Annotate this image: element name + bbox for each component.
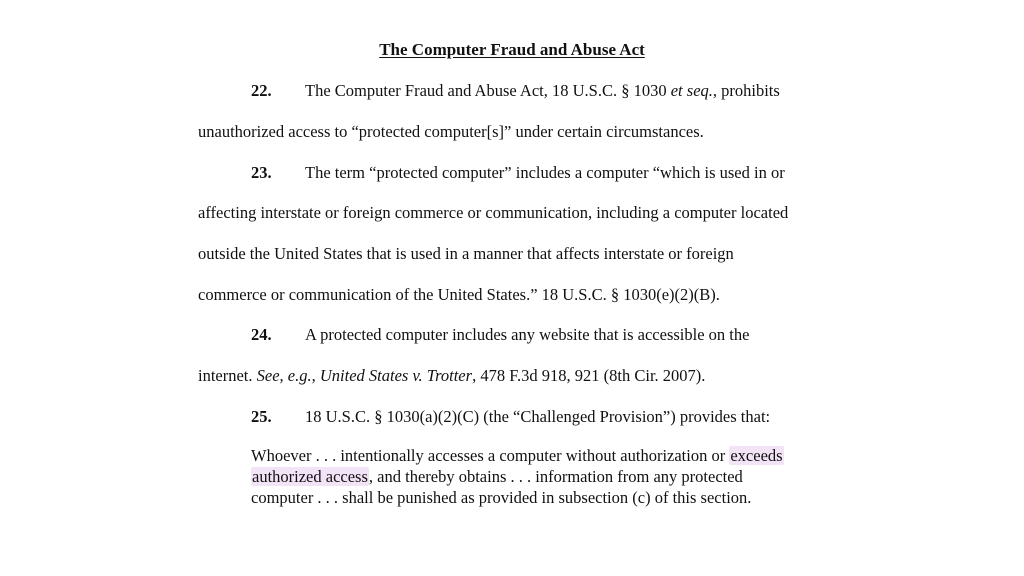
paragraph-number-22: 22.: [251, 81, 272, 100]
paragraph-24-line-2: [198, 366, 705, 386]
paragraph-24-text: internet.: [198, 366, 257, 385]
paragraph-23-line-3: outside the United States that is used in a manner that affects interstate or foreign: [198, 244, 734, 263]
paragraph-22-text: The Computer Fraud and Abuse Act, 18 U.S.C. § 1030: [305, 81, 671, 100]
paragraph-23-line-2: affecting interstate or foreign commerce or communication, including a computer located: [198, 203, 789, 222]
paragraph-number-25: 25.: [251, 407, 272, 426]
quote-text: Whoever . . . intentionally accesses a computer without authorization or: [251, 446, 730, 465]
paragraph-24-comma: ,: [311, 366, 320, 385]
block-quote-line-1: [251, 446, 784, 466]
citation-signal: See, e.g.: [256, 366, 312, 385]
paragraph-22-text-end: , prohibits: [712, 81, 780, 100]
highlighted-text: authorized access: [252, 467, 368, 486]
case-name: United States v. Trotter: [319, 366, 473, 385]
case-citation: , 478 F.3d 918, 921 (8th Cir. 2007).: [472, 366, 706, 385]
paragraph-22-line-1: [305, 81, 780, 101]
block-quote-line-3: computer . . . shall be punished as provided in subsection (c) of this section.: [251, 488, 752, 507]
paragraph-24-line-1: A protected computer includes any website that is accessible on the: [305, 325, 750, 344]
paragraph-22-italic: et seq.: [670, 81, 713, 100]
paragraph-23-line-1: The term “protected computer” includes a computer “which is used in or: [305, 163, 785, 182]
paragraph-number-23: 23.: [251, 163, 272, 182]
quote-text: , and thereby obtains . . . information from any protected: [368, 467, 743, 486]
highlighted-text: exceeds: [730, 446, 783, 465]
paragraph-25-line-1: 18 U.S.C. § 1030(a)(2)(C) (the “Challenged Provision”) provides that:: [305, 407, 771, 426]
paragraph-22-line-2: unauthorized access to “protected computer[s]” under certain circumstances.: [198, 122, 704, 141]
paragraph-23-line-4: commerce or communication of the United States.” 18 U.S.C. § 1030(e)(2)(B).: [198, 285, 720, 304]
block-quote-line-2: [251, 467, 743, 487]
section-heading: The Computer Fraud and Abuse Act: [379, 40, 645, 59]
paragraph-number-24: 24.: [251, 325, 272, 344]
